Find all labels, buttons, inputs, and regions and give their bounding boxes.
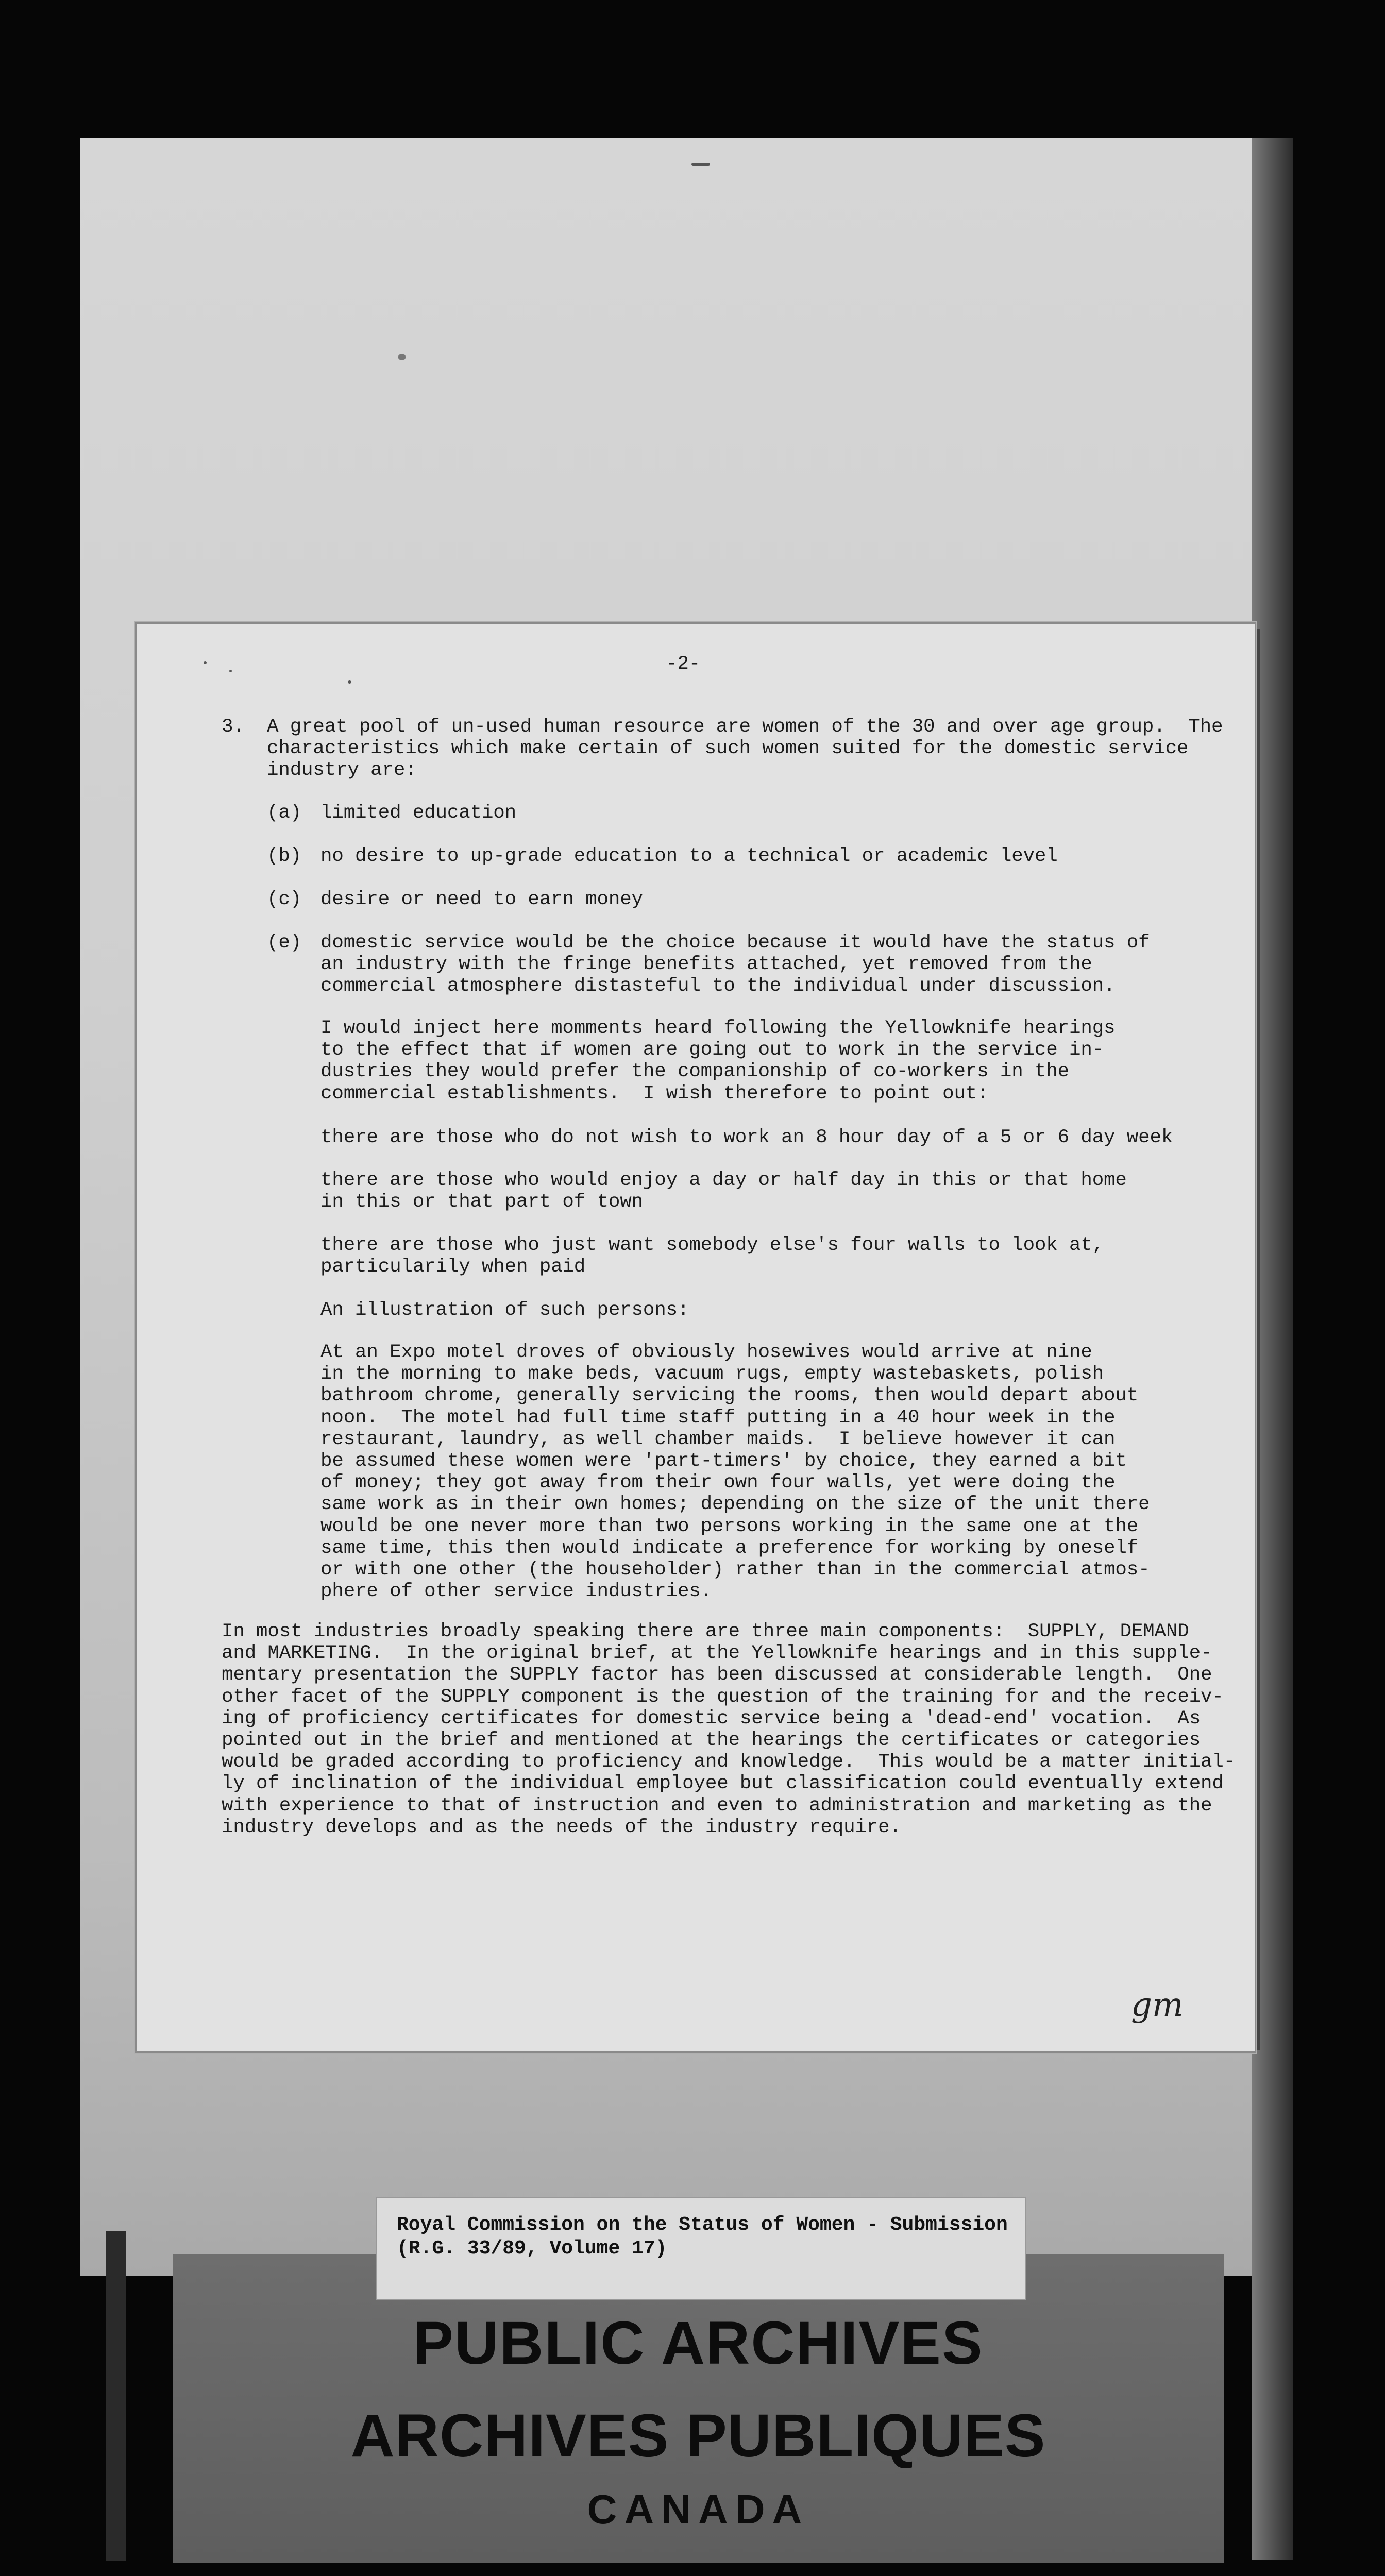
paper-speck: [229, 670, 232, 672]
inject-paragraph: I would inject here momments heard following the Yellowknife hearings to the effect that if women are going out to work in the service in- dustries they would prefer the companionship of co-workers in the commercial establishments. I wish therefore to point out:: [320, 1018, 1116, 1105]
list-label: (a): [267, 802, 302, 824]
list-item: desire or need to earn money: [320, 889, 643, 910]
list-label: (b): [267, 845, 302, 867]
archive-label: [376, 2197, 1026, 2300]
point-paragraph: there are those who do not wish to work an 8 hour day of a 5 or 6 day week: [320, 1127, 1173, 1148]
paper-speck: [204, 661, 207, 664]
stamp-line-1: PUBLIC ARCHIVES: [413, 2309, 984, 2377]
paper-mark: [691, 163, 710, 166]
page-number: -2-: [666, 653, 701, 675]
final-paragraph: In most industries broadly speaking there are three main components: SUPPLY, DEMAND and MARKETING. In the original brief, at the Yellowknife hearings and in this supple- mentary presentation the SUPPLY factor has been discussed at considerable length. One other facet of the SUPPLY component is the question of the training for and the receiv- ing of proficiency certificates for domestic service being a 'dead-end' vocation. As pointed out in the brief and mentioned at the hearings the certificates or categories would be graded according to proficiency and knowledge. This would be a matter initial- ly of inclination of the individual employee but classification could eventually extend with experience to that of instruction and even to administration and marketing as the industry develops and as the needs of the industry require.: [222, 1621, 1236, 1838]
archives-stamp: [173, 2254, 1224, 2563]
intro-paragraph: A great pool of un-used human resource are women of the 30 and over age group. The characteristics which make certain of such women suited for the domestic service industry are:: [267, 716, 1223, 782]
item-number: 3.: [222, 716, 245, 738]
paper-mark: [398, 354, 406, 360]
label-line-2: (R.G. 33/89, Volume 17): [397, 2238, 667, 2260]
list-item: no desire to up-grade education to a technical or academic level: [320, 845, 1058, 867]
stamp-line-3: CANADA: [587, 2486, 809, 2532]
point-paragraph: there are those who would enjoy a day or half day in this or that home in this or that part of town: [320, 1170, 1127, 1213]
handwritten-initials: gm: [1131, 1986, 1184, 2024]
list-label: (e): [267, 932, 302, 954]
stamp-line-2: ARCHIVES PUBLIQUES: [350, 2402, 1046, 2470]
list-item: limited education: [320, 802, 517, 824]
backing-edge-shadow: [106, 2231, 126, 2561]
list-item: domestic service would be the choice because it would have the status of an industry with the fringe benefits attached, yet removed from the commercial atmosphere distasteful to the individual under discussion.: [320, 932, 1150, 997]
illustration-paragraph: At an Expo motel droves of obviously hosewives would arrive at nine in the morning to make beds, vacuum rugs, empty wastebaskets, polish bathroom chrome, generally servicing the rooms, then would depart about noon. The motel had full time staff putting in a 40 hour week in the restaurant, laundry, as well chamber maids. I believe however it can be assumed these women were 'part-timers' by choice, they earned a bit of money; they got away from their own four walls, yet were doing the same work as in their own homes; depending on the size of the unit there would be one never more than two persons working in the same one at the same time, this then would indicate a preference for working by oneself or with one other (the householder) rather than in the commercial atmos- phere of other service industries.: [320, 1342, 1150, 1603]
illustration-heading: An illustration of such persons:: [320, 1299, 689, 1321]
list-label: (c): [267, 889, 302, 910]
point-paragraph: there are those who just want somebody else's four walls to look at, particularily when paid: [320, 1234, 1104, 1278]
label-line-1: Royal Commission on the Status of Women - Submission: [397, 2214, 1008, 2236]
paper-speck: [348, 680, 351, 684]
